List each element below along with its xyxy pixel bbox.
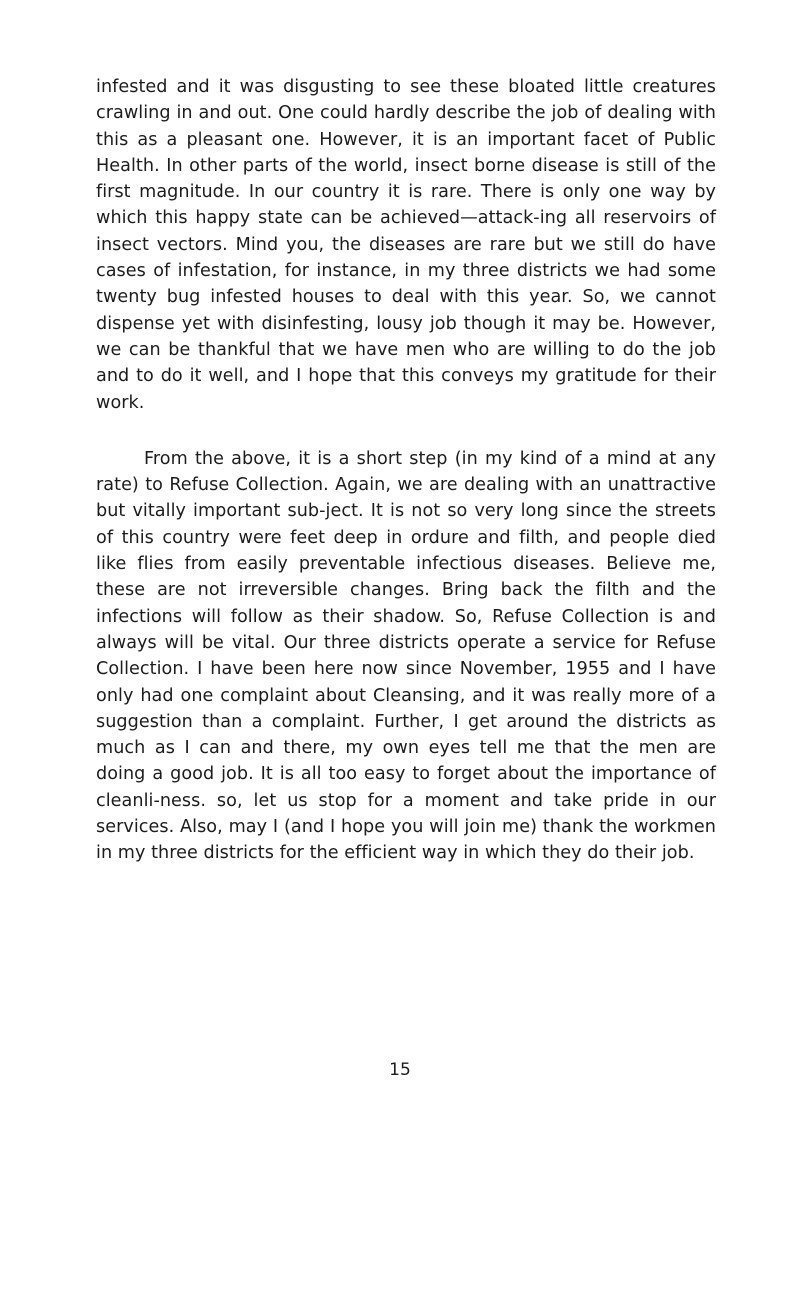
paragraph-refuse-collection: From the above, it is a short step (in my kind of a mind at any rate) to Refuse Collection. Again, we are dealing with an unattractive but vitally important sub-ject. It is not so very long since the streets of this country were feet deep in ordure and filth, and people died like flies from easily preventable infectious diseases. Believe me, these are not irreversible changes. Bring back the filth and the infections will follow as their shadow. So, Refuse Collection is and always will be vital. Our three districts operate a service for Refuse Collection. I have been here now since November, 1955 and I have only had one complaint about Cleansing, and it was really more of a suggestion than a complaint. Further, I get around the districts as much as I can and there, my own eyes tell me that the men are doing a good job. It is all too easy to forget about the importance of cleanli-ness. so, let us stop for a moment and take pride in our services. Also, may I (and I hope you will join me) thank the workmen in my three districts for the efficient way in which they do their job. bbox=[96, 448, 716, 864]
paragraph-insect-infestation: infested and it was disgusting to see these bloated little creatures crawling in and out. One could hardly describe the job of dealing with this as a pleasant one. However, it is an important facet of Public Health. In other parts of the world, insect borne disease is still of the first magnitude. In our country it is rare. There is only one way by which this happy state can be achieved—attack-ing all reservoirs of insect vectors. Mind you, the diseases are rare but we still do have cases of infestation, for instance, in my three districts we had some twenty bug infested houses to deal with this year. So, we cannot dispense yet with disinfesting, lousy job though it may be. However, we can be thankful that we have men who are willing to do the job and to do it well, and I hope that this conveys my gratitude for their work. bbox=[96, 77, 716, 413]
document-page bbox=[96, 74, 716, 867]
page-number: 15 bbox=[389, 1060, 411, 1080]
